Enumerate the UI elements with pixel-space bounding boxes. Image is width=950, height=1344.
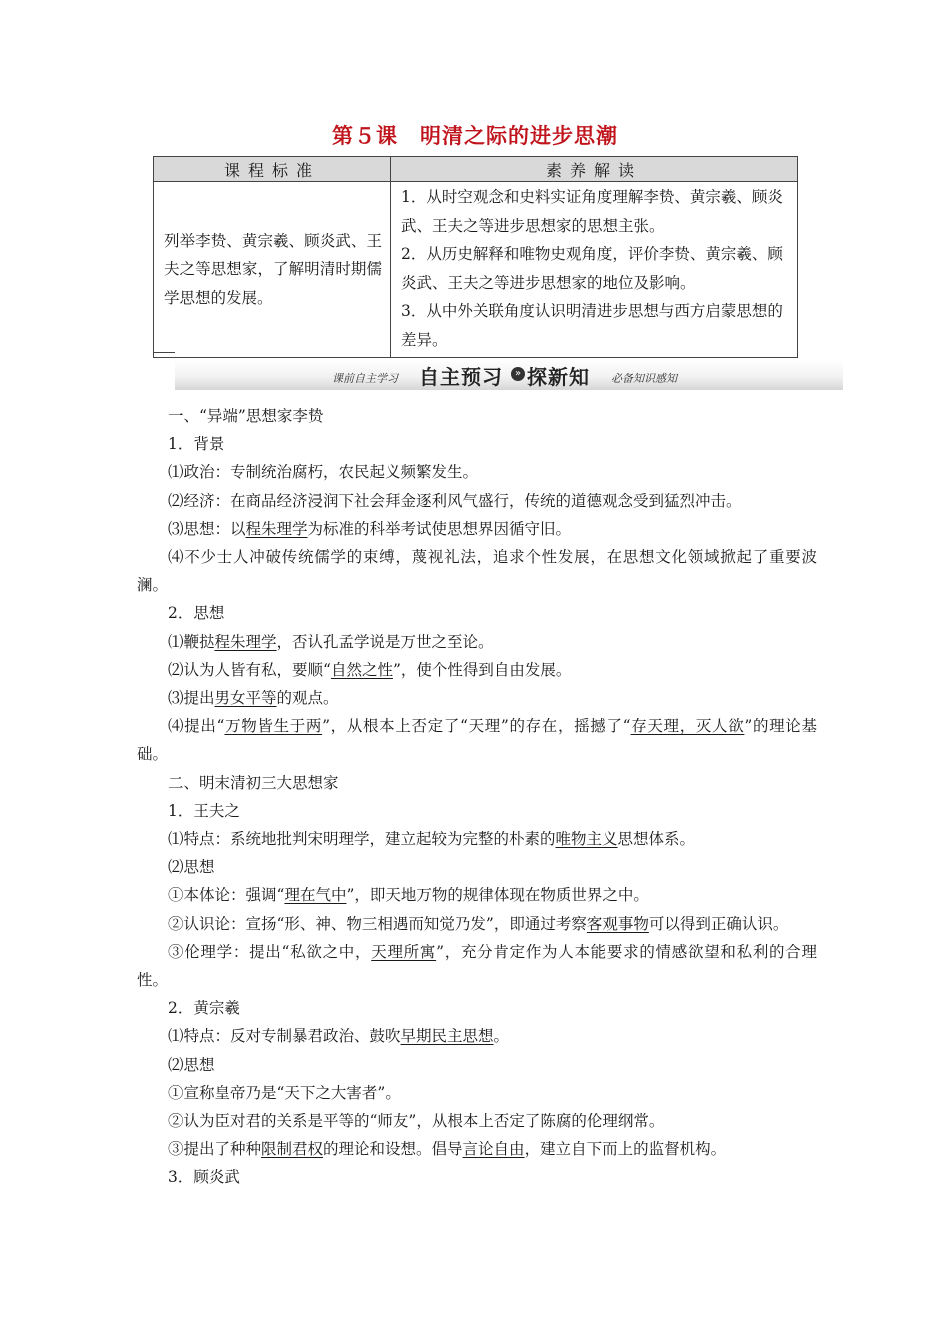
text-segment: ③提出了种种 xyxy=(168,1140,262,1159)
text-segment: ⑵经济：在商品经济浸润下社会拜金逐利风气盛行，传统的道德观念受到猛烈冲击。 xyxy=(168,491,742,510)
text-segment: ⑴鞭挞 xyxy=(168,632,215,651)
text-segment: ⑵思想 xyxy=(168,858,215,877)
text-segment: ”，使个性得到自由发展。 xyxy=(392,660,572,679)
text-segment: 的理论和设想。倡导 xyxy=(323,1140,463,1159)
lesson-content xyxy=(137,402,817,1192)
text-segment: ⑵思想 xyxy=(168,1055,215,1074)
header-curriculum-standard: 课程标准 xyxy=(154,157,391,182)
text-segment: 的观点。 xyxy=(276,689,339,708)
banner-left-caption: 课前自主学习 xyxy=(332,372,398,385)
text-segment: ⑴特点：反对专制暴君政治、鼓吹 xyxy=(168,1027,401,1046)
content-paragraph xyxy=(137,712,817,768)
table-bottom-stub-line xyxy=(153,352,175,353)
text-segment: ⑷不少士人冲破传统儒学的束缚，蔑视礼法，追求个性发展，在思想文化领域掀起了重要波澜。 xyxy=(137,548,817,595)
content-paragraph xyxy=(137,599,817,627)
content-paragraph xyxy=(137,994,817,1022)
text-segment: 二、明末清初三大思想家 xyxy=(168,773,339,792)
key-term: 程朱理学 xyxy=(214,632,277,651)
content-paragraph xyxy=(137,881,817,909)
text-segment: ⑵认为人皆有私，要顺“ xyxy=(168,660,331,679)
key-term: 程朱理学 xyxy=(245,519,308,538)
key-term: 万物皆生于两 xyxy=(224,717,323,736)
banner-main-right: 探新知 xyxy=(527,365,590,389)
text-segment: 2．思想 xyxy=(168,604,225,623)
text-segment: 1．王夫之 xyxy=(168,801,240,820)
literacy-interpretation-cell xyxy=(391,182,798,358)
lesson-name: 明清之际的进步思潮 xyxy=(420,124,618,148)
key-term: 天理所寓 xyxy=(371,942,437,961)
key-term: 客观事物 xyxy=(586,914,649,933)
curriculum-standard-cell: 列举李贽、黄宗羲、顾炎武、王夫之等思想家，了解明清时期儒学思想的发展。 xyxy=(154,182,391,358)
text-segment: ②认为臣对君的关系是平等的“师友”，从根本上否定了陈腐的伦理纲常。 xyxy=(168,1112,665,1131)
content-paragraph xyxy=(137,938,817,994)
content-paragraph xyxy=(137,543,817,599)
text-segment: ⑴特点：系统地批判宋明理学，建立起较为完整的朴素的 xyxy=(168,830,556,849)
section-banner xyxy=(175,360,843,390)
key-term: 限制君权 xyxy=(261,1140,324,1159)
key-term: 存天理，灭人欲 xyxy=(630,717,745,736)
banner-main-left: 自主预习 xyxy=(419,365,503,389)
text-segment: 2．黄宗羲 xyxy=(168,999,240,1018)
text-segment: ”的理论基础。 xyxy=(137,717,817,764)
text-segment: ”，充分肯定作为人本能要求的情感欲望和私利的合理性。 xyxy=(137,942,817,990)
text-segment: ⑷提出“ xyxy=(168,717,225,736)
literacy-item: 1．从时空观念和史料实证角度理解李贽、黄宗羲、顾炎武、王夫之等进步思想家的思想主张。 xyxy=(401,188,783,235)
text-segment: ①宣称皇帝乃是“天下之大害者”。 xyxy=(168,1083,401,1102)
text-segment: ，建立自下而上的监督机构。 xyxy=(524,1140,727,1159)
content-paragraph xyxy=(137,1079,817,1107)
text-segment: ”，即天地万物的规律体现在物质世界之中。 xyxy=(346,886,649,905)
content-paragraph xyxy=(137,910,817,938)
key-term: 言论自由 xyxy=(462,1140,525,1159)
text-segment: ⑶思想：以 xyxy=(168,519,246,538)
key-term: 早期民主思想 xyxy=(400,1027,494,1046)
text-segment: 1．背景 xyxy=(168,435,225,454)
content-paragraph xyxy=(137,1163,817,1191)
literacy-item: 3．从中外关联角度认识明清进步思想与西方启蒙思想的差异。 xyxy=(401,302,783,349)
content-paragraph xyxy=(137,628,817,656)
curriculum-standards-table xyxy=(153,156,798,358)
content-paragraph xyxy=(137,853,817,881)
key-term: 男女平等 xyxy=(214,689,277,708)
content-paragraph xyxy=(137,769,817,797)
content-paragraph xyxy=(137,402,817,430)
content-paragraph xyxy=(137,797,817,825)
content-paragraph xyxy=(137,1022,817,1050)
text-segment: ②认识论：宣扬“形、神、物三相遇而知觉乃发”，即通过考察 xyxy=(168,914,587,933)
text-segment: ⑶提出 xyxy=(168,689,215,708)
text-segment: 。 xyxy=(493,1027,510,1046)
table-header-row xyxy=(154,157,798,182)
text-segment: 3．顾炎武 xyxy=(168,1168,240,1187)
content-paragraph xyxy=(137,487,817,515)
lesson-number: 第５课 xyxy=(332,124,398,148)
content-paragraph xyxy=(137,430,817,458)
text-segment: ，否认孔孟学说是万世之至论。 xyxy=(276,632,494,651)
content-paragraph xyxy=(137,458,817,486)
content-paragraph xyxy=(137,1135,817,1163)
content-paragraph xyxy=(137,1051,817,1079)
key-term: 理在气中 xyxy=(284,886,347,905)
text-segment: 一、“异端”思想家李贽 xyxy=(168,407,324,425)
text-segment: 为标准的科举考试使思想界因循守旧。 xyxy=(307,519,572,538)
key-term: 唯物主义 xyxy=(555,830,618,849)
content-paragraph xyxy=(137,1107,817,1135)
text-segment: ③伦理学：提出“私欲之中， xyxy=(168,942,372,961)
header-literacy-interpretation: 素养解读 xyxy=(391,157,798,182)
text-segment: ⑴政治：专制统治腐朽，农民起义频繁发生。 xyxy=(168,463,479,482)
content-paragraph xyxy=(137,825,817,853)
text-segment: ①本体论：强调“ xyxy=(168,886,285,905)
literacy-item: 2．从历史解释和唯物史观角度，评价李贽、黄宗羲、顾炎武、王夫之等进步思想家的地位及影响。 xyxy=(401,245,783,292)
double-chevron-icon: » xyxy=(511,367,525,381)
banner-right-caption: 必备知识感知 xyxy=(611,372,677,385)
content-paragraph xyxy=(137,656,817,684)
content-paragraph xyxy=(137,515,817,543)
key-term: 自然之性 xyxy=(330,660,393,679)
lesson-title xyxy=(0,120,950,150)
text-segment: 思想体系。 xyxy=(617,830,696,849)
text-segment: ”，从根本上否定了“天理”的存在，摇撼了“ xyxy=(322,717,631,736)
text-segment: 可以得到正确认识。 xyxy=(648,914,789,933)
content-paragraph xyxy=(137,684,817,712)
table-body-row xyxy=(154,182,798,358)
